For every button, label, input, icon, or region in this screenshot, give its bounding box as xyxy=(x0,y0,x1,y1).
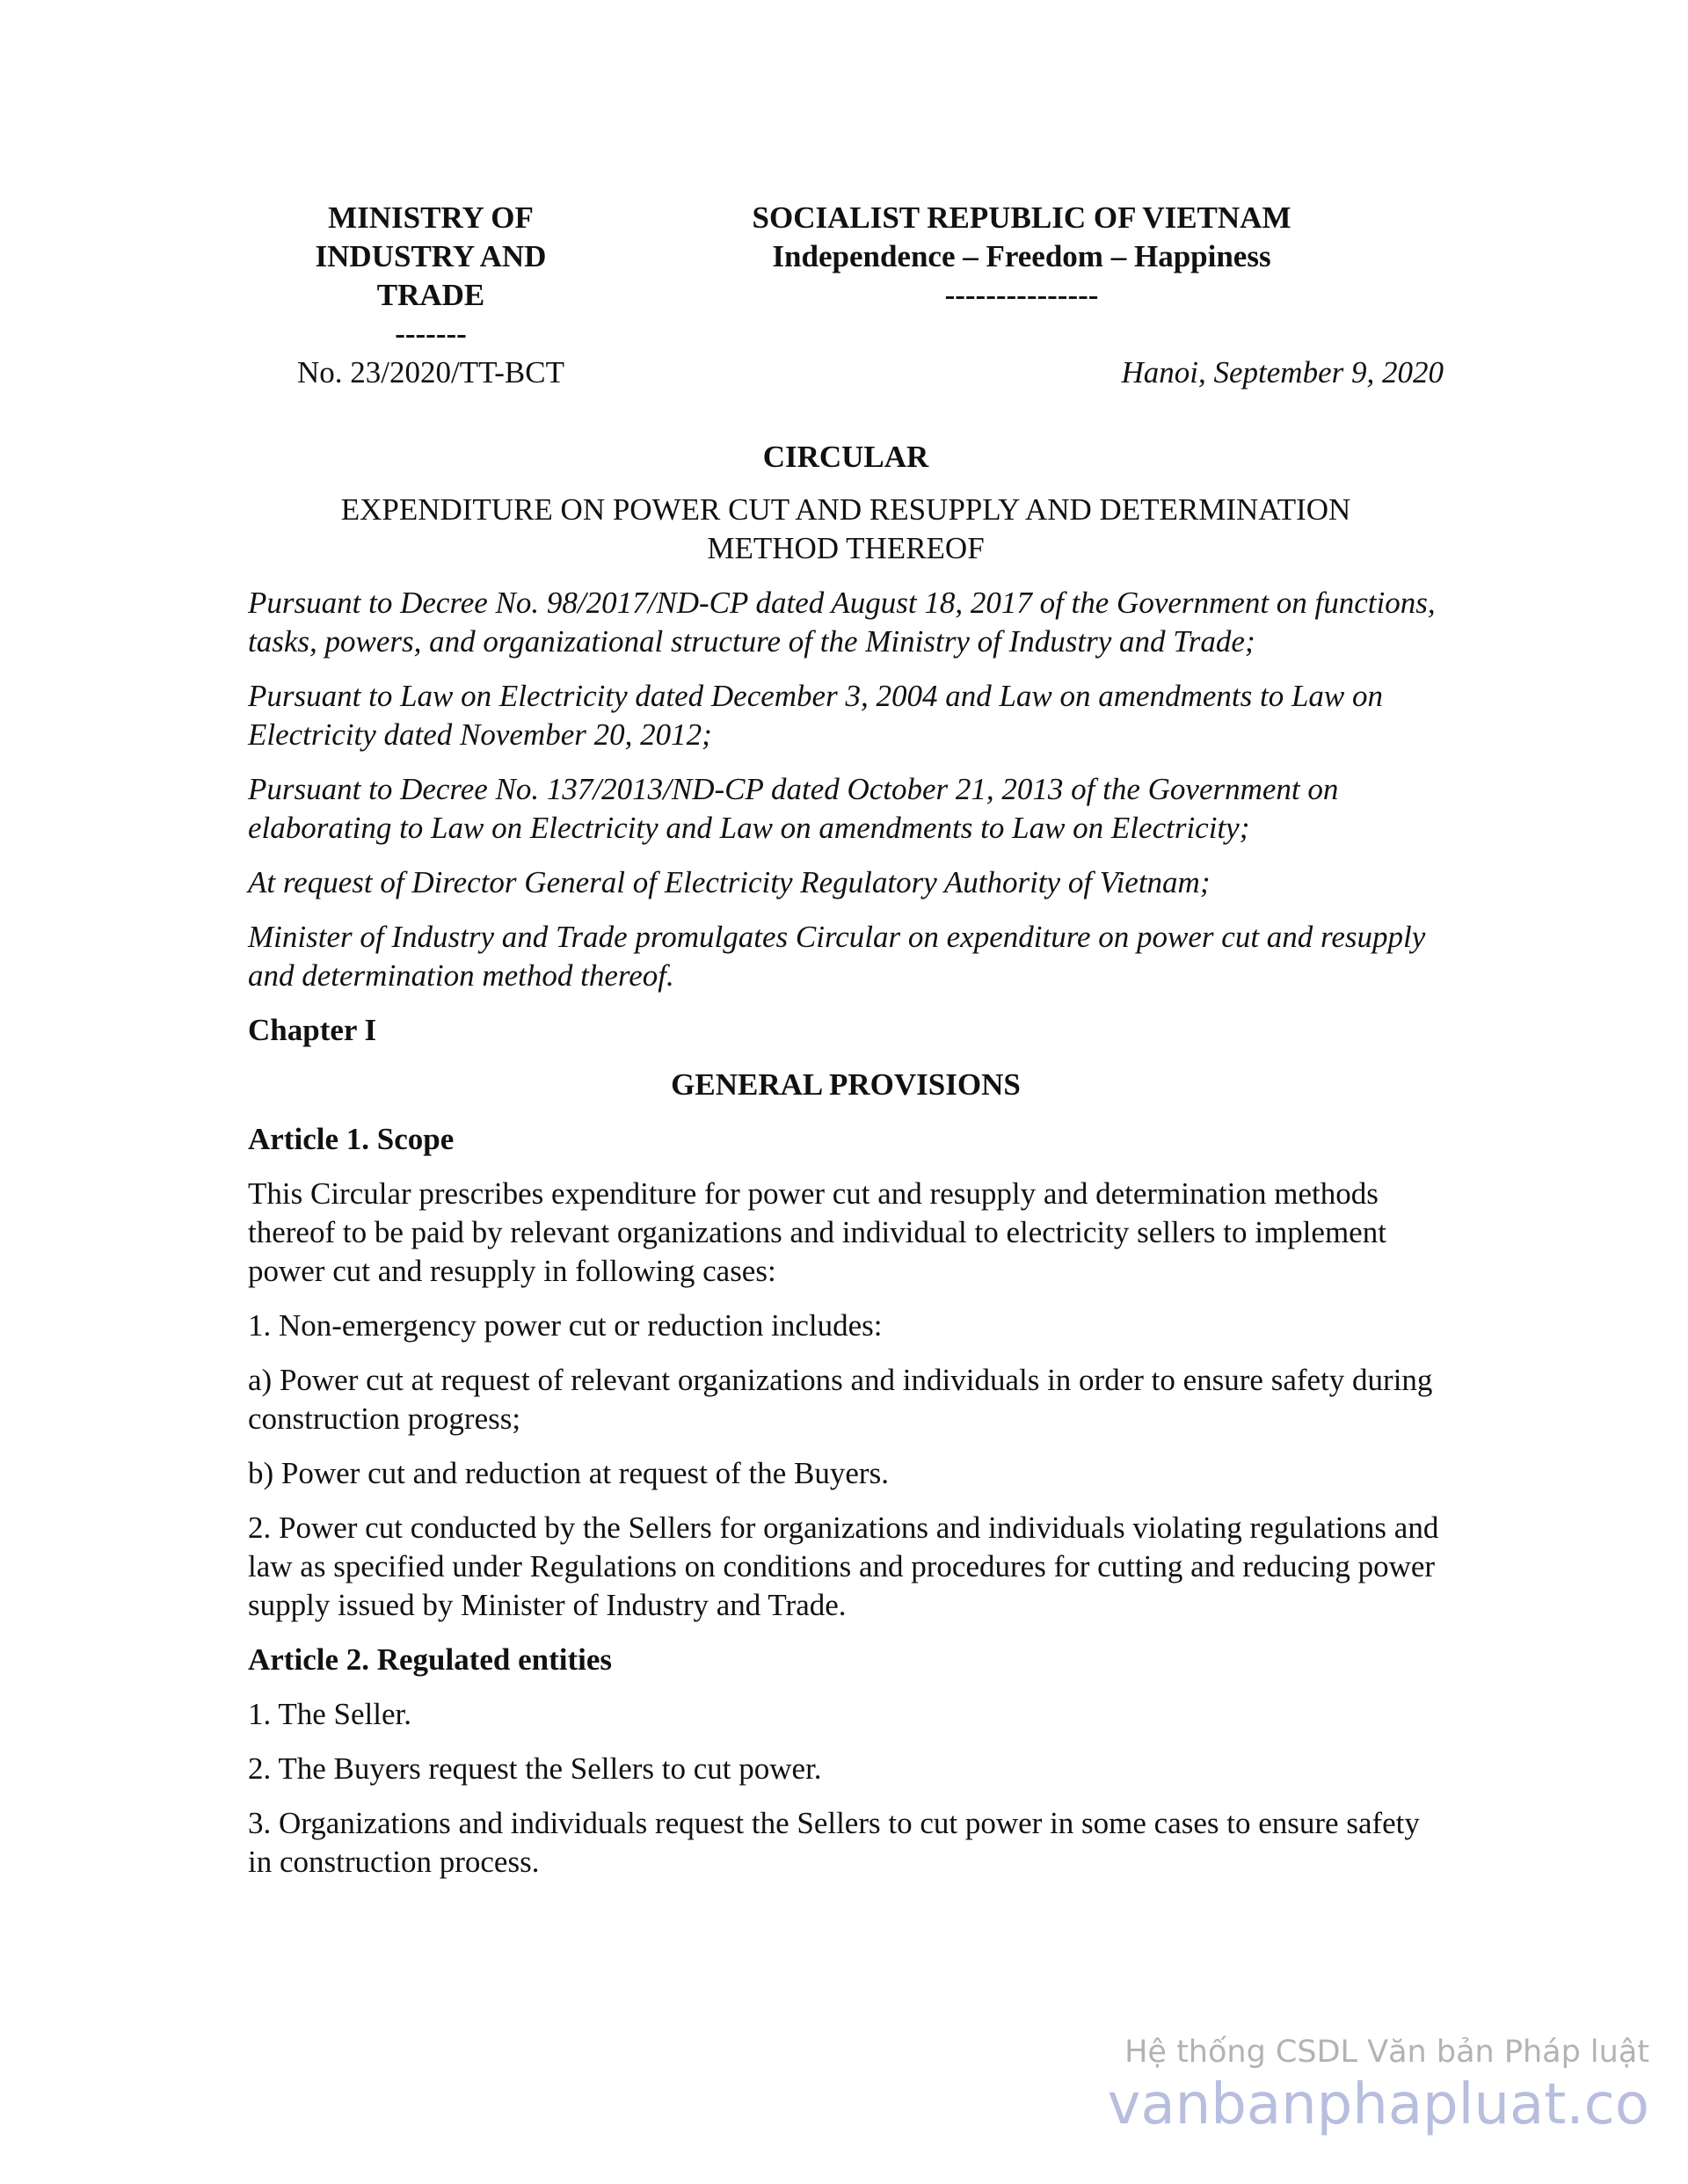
document-header xyxy=(248,199,1444,401)
national-title xyxy=(714,199,1329,315)
preamble-paragraph: Pursuant to Decree No. 98/2017/ND-CP dated August 18, 2017 of the Government on functions, tasks, powers, and organizational structure of the Ministry of Industry and Trade; xyxy=(248,586,1436,659)
document-subtitle xyxy=(248,491,1444,568)
preamble-paragraph: Pursuant to Law on Electricity dated December 3, 2004 and Law on amendments to Law on Electricity dated November 20, 2012; xyxy=(248,679,1384,752)
motto-separator: --------------- xyxy=(944,278,1099,312)
issuing-agency xyxy=(264,199,598,353)
article-paragraph: 1. Non-emergency power cut or reduction includes: xyxy=(248,1308,883,1343)
agency-line: TRADE xyxy=(376,278,485,312)
watermark-domain: vanbanphapluat.co xyxy=(1107,2072,1649,2137)
document-title: CIRCULAR xyxy=(762,440,929,474)
document-body xyxy=(248,438,1444,1897)
agency-line: INDUSTRY AND xyxy=(315,239,547,273)
article-paragraph: b) Power cut and reduction at request of the Buyers. xyxy=(248,1456,889,1490)
preamble-paragraph: At request of Director General of Electricity Regulatory Authority of Vietnam; xyxy=(248,865,1211,899)
document-number: No. 23/2020/TT-BCT xyxy=(297,355,564,389)
country-name: SOCIALIST REPUBLIC OF VIETNAM xyxy=(752,200,1291,235)
article-paragraph: 3. Organizations and individuals request the Sellers to cut power in some cases to ensure safety in construction process. xyxy=(248,1806,1420,1879)
article-heading: Article 1. Scope xyxy=(248,1122,455,1156)
chapter-title: GENERAL PROVISIONS xyxy=(671,1067,1021,1102)
article-paragraph: 1. The Seller. xyxy=(248,1697,411,1731)
watermark-caption: Hệ thống CSDL Văn bản Pháp luật xyxy=(1124,2035,1649,2070)
subtitle-line: METHOD THEREOF xyxy=(707,531,985,565)
preamble-paragraph: Minister of Industry and Trade promulgates Circular on expenditure on power cut and resupply and determination method thereof. xyxy=(248,920,1426,993)
article-paragraph: This Circular prescribes expenditure for power cut and resupply and determination methods thereof to be paid by relevant organizations and individual to electricity sellers to implement power cut and resupply in following cases: xyxy=(248,1176,1386,1288)
subtitle-line: EXPENDITURE ON POWER CUT AND RESUPPLY AND DETERMINATION xyxy=(340,492,1351,527)
chapter-heading: Chapter I xyxy=(248,1013,377,1047)
preamble-paragraph: Pursuant to Decree No. 137/2013/ND-CP dated October 21, 2013 of the Government on elaborating to Law on Electricity and Law on amendments to Law on Electricity; xyxy=(248,772,1339,845)
agency-separator: ------- xyxy=(395,317,467,351)
article-paragraph: 2. The Buyers request the Sellers to cut power. xyxy=(248,1751,822,1786)
article-paragraph: 2. Power cut conducted by the Sellers for organizations and individuals violating regulations and law as specified under Regulations on conditions and procedures for cutting and reducing power supply issued by Minister of Industry and Trade. xyxy=(248,1511,1439,1622)
article-paragraph: a) Power cut at request of relevant organizations and individuals in order to ensure safety during construction progress; xyxy=(248,1363,1433,1436)
agency-line: MINISTRY OF xyxy=(328,200,534,235)
national-motto: Independence – Freedom – Happiness xyxy=(772,239,1271,273)
article-heading: Article 2. Regulated entities xyxy=(248,1642,613,1677)
place-date: Hanoi, September 9, 2020 xyxy=(1121,355,1444,389)
site-watermark xyxy=(1108,2033,1649,2138)
